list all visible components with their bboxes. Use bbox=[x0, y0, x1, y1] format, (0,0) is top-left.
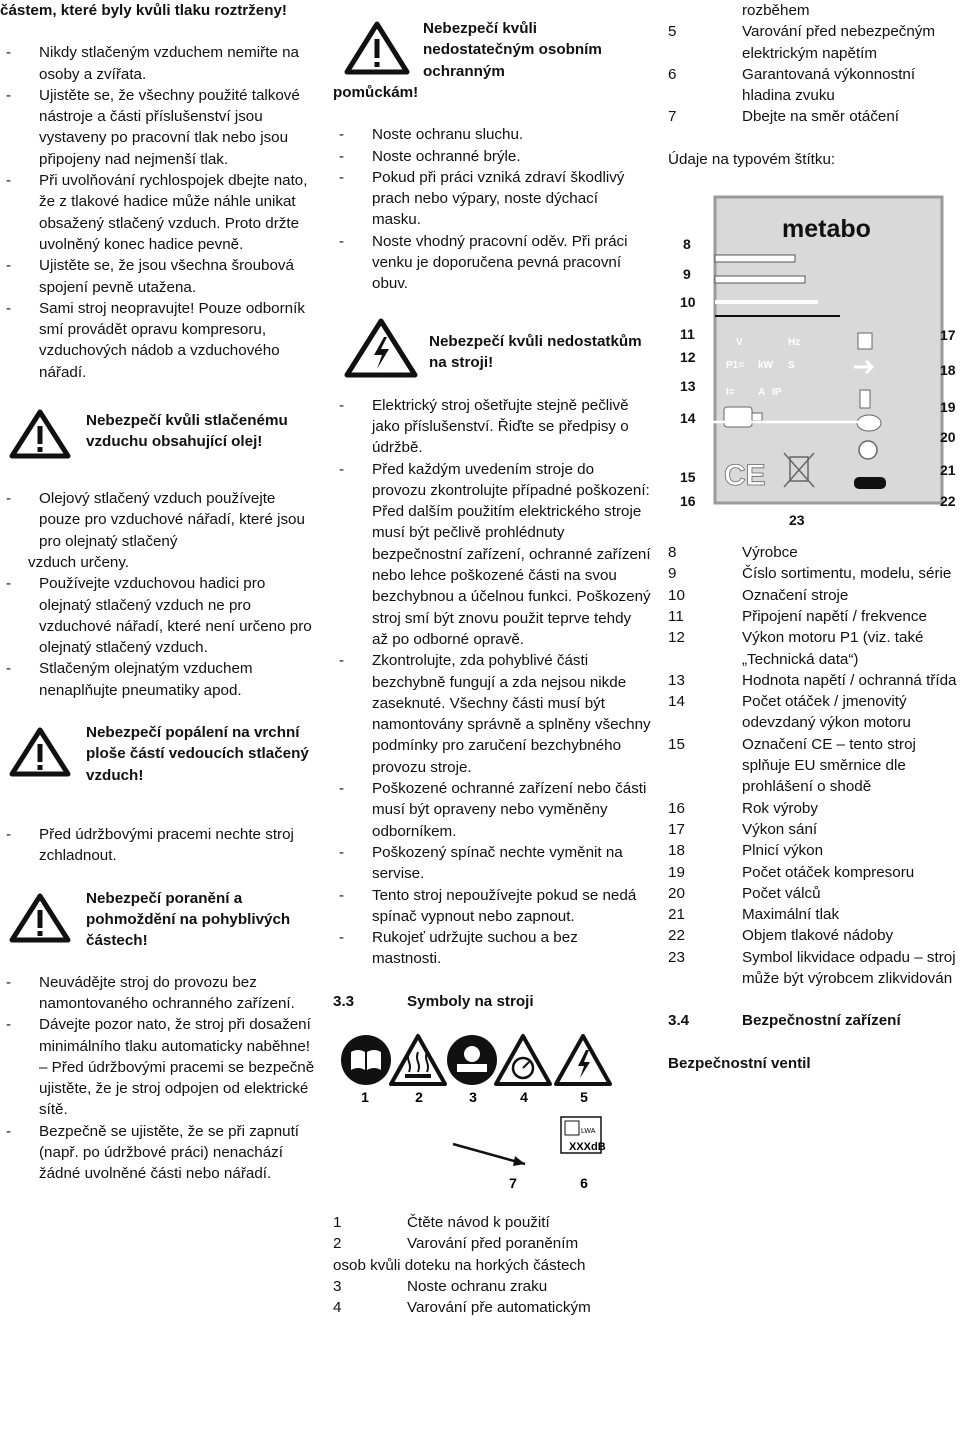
plate-callout: 22 bbox=[940, 493, 956, 510]
column-right bbox=[668, 0, 960, 1074]
subheading-safety-valve: Bezpečnostní ventil bbox=[668, 1054, 811, 1072]
legend-item: 16 Rok výroby bbox=[668, 799, 818, 817]
figure-number: 7 bbox=[509, 1174, 517, 1191]
bullet-list-tool-care bbox=[333, 395, 651, 970]
legend-item: 19 Počet otáček kompresoru bbox=[668, 863, 915, 881]
electric-voltage-icon bbox=[556, 1036, 610, 1084]
type-plate-heading: Údaje na typovém štítku: bbox=[668, 150, 836, 168]
list-item: - Nikdy stlačeným vzduchem nemiřte na osoby a zvířata. bbox=[6, 44, 299, 83]
plate-callout: 12 bbox=[680, 349, 696, 366]
plate-callout: 10 bbox=[680, 294, 696, 311]
svg-text:A: A bbox=[758, 387, 766, 399]
legend-item: 21 Maximální tlak bbox=[668, 906, 840, 924]
legend-item: 6 Garantovaná výkonnostní hladina zvuku bbox=[668, 65, 916, 105]
plate-callout: 11 bbox=[680, 326, 695, 343]
svg-text:S: S bbox=[788, 360, 795, 372]
legend-item: 8 Výrobce bbox=[668, 544, 798, 562]
warning-oil-air bbox=[0, 404, 318, 474]
legend-item: 14 Počet otáček / jmenovitý odevzdaný výkon motoru bbox=[668, 693, 911, 732]
legend-item: 1 Čtěte návod k použití bbox=[333, 1213, 550, 1231]
legend-item: 4 Varování pře automatickým bbox=[333, 1299, 591, 1317]
legend-item: 15 Označení CE – tento stroj splňuje EU směrnice dle prohlášení o shodě bbox=[668, 735, 916, 796]
warning-tool-defects bbox=[333, 315, 651, 385]
svg-text:P1=: P1= bbox=[726, 360, 745, 372]
warning-triangle-icon bbox=[0, 888, 86, 958]
list-item: - Ujistěte se, že jsou všechna šroubová spojení pevně utažena. bbox=[6, 257, 294, 296]
plate-callout: 18 bbox=[940, 362, 956, 379]
svg-text:LWA: LWA bbox=[581, 1127, 596, 1135]
list-item: - Noste vhodný pracovní oděv. Při práci venku je doporučena pevná pracovní obuv. bbox=[339, 232, 628, 293]
svg-text:CE: CE bbox=[724, 459, 766, 493]
warning-triangle-icon bbox=[0, 722, 86, 792]
auto-start-warning-icon bbox=[496, 1036, 550, 1084]
list-item-continuation: vzduch určeny. bbox=[28, 553, 130, 571]
list-item: - Elektrický stroj ošetřujte stejně pečlivě jako příslušenství. Řiďte se předpisy o údržbě. bbox=[339, 396, 629, 457]
legend-item: 20 Počet válců bbox=[668, 884, 821, 902]
section-heading-3-4: 3.4 Bezpečnostní zařízení bbox=[668, 1012, 901, 1030]
warning-ppe-title-end: pomůckám! bbox=[333, 84, 419, 101]
list-item: - Bezpečně se ujistěte, že se při zapnutí (např. po údržbové práci) nenachází žádné uvolněné části nebo nářadí. bbox=[6, 1122, 300, 1183]
list-item: - Olejový stlačený vzduch používejte pouze pro vzduchové nářadí, které jsou pro olejnatý stlačený bbox=[6, 490, 305, 550]
svg-text:I=: I= bbox=[726, 387, 735, 399]
column-left bbox=[0, 0, 318, 1185]
cylinder-icon bbox=[857, 415, 881, 431]
bullet-list-cooling bbox=[0, 824, 318, 867]
list-item: - Tento stroj nepoužívejte pokud se nedá spínač vypnout nebo zapnout. bbox=[339, 886, 637, 925]
list-item: - Sami stroj neopravujte! Pouze odborník smí provádět opravu kompresoru, vzduchových nádob a vzduchového nářadí. bbox=[6, 299, 305, 381]
list-item: - Dávejte pozor nato, že stroj při dosažení minimálního tlaku automaticky naběhne! – Před údržbovými pracemi se bezpečně ujistěte, že je stroj odpojen od elektrické sítě. bbox=[6, 1016, 315, 1119]
legend-item: 3 Noste ochranu zraku bbox=[333, 1277, 548, 1295]
machine-symbols-figure bbox=[333, 1032, 651, 1202]
plate-callout: 19 bbox=[940, 399, 956, 416]
list-item: - Zkontrolujte, zda pohyblivé části bezchybně fungují a zda nejsou nikde zaseknuté. Všechny části musí být namontovány správně a splněny všechny podmínky pro zaručení bezchybného provozu stroje. bbox=[339, 652, 651, 776]
plate-callout: 23 bbox=[789, 512, 805, 529]
legend-item: 17 Výkon sání bbox=[668, 820, 818, 838]
list-item: - Při uvolňování rychlospojek dbejte nato, že z tlakové hadice může náhle unikat obsažený stlačený vzduch. Proto držte uvolněný konec hadice pevně. bbox=[6, 172, 308, 253]
list-item: - Stlačeným olejnatým vzduchem nenaplňujte pneumatiky apod. bbox=[6, 660, 253, 699]
intake-icon bbox=[858, 333, 872, 349]
symbol-legend bbox=[333, 1212, 651, 1318]
plate-callout: 20 bbox=[940, 429, 956, 446]
electric-hazard-icon bbox=[333, 315, 429, 385]
plate-callout: 15 bbox=[680, 469, 696, 486]
bullet-list-moving-parts bbox=[0, 972, 318, 1185]
warning-burn bbox=[0, 722, 318, 792]
book-icon bbox=[341, 1035, 391, 1085]
list-item: - Poškozené ochranné zařízení nebo části musí být opraveny nebo vyměněny odborníkem. bbox=[339, 780, 647, 840]
figure-number: 4 bbox=[520, 1088, 528, 1105]
svg-text:IP: IP bbox=[772, 387, 782, 399]
eye-protection-icon bbox=[447, 1035, 497, 1085]
sound-level-icon bbox=[561, 1117, 606, 1153]
warning-triangle-icon bbox=[333, 18, 423, 84]
list-item: - Poškozený spínač nechte vyměnit na servise. bbox=[339, 843, 623, 883]
pressure-gauge-icon bbox=[859, 441, 877, 459]
warning-burn-title: Nebezpečí popálení na vrchní ploše částí vedoucích stlačený vzduch! bbox=[86, 724, 309, 784]
legend-item: 23 Symbol likvidace odpadu – stroj může být výrobcem zlikvidován bbox=[668, 948, 956, 988]
legend-item-continuation: rozběhem bbox=[742, 2, 810, 19]
list-item: - Noste ochranu sluchu. bbox=[339, 126, 524, 144]
list-item: - Před údržbovými pracemi nechte stroj zchladnout. bbox=[6, 826, 294, 865]
warning-crush-title: Nebezpečí poranění a pohmoždění na pohyblivých částech! bbox=[86, 889, 291, 950]
svg-text:Hz: Hz bbox=[788, 337, 801, 349]
figure-number: 1 bbox=[361, 1088, 369, 1105]
list-item: - Ujistěte se, že všechny použité talkové nástroje a části příslušenství jsou vystaveny po pracovní tlak nebo jsou připojeny nad nejmenší tlak. bbox=[6, 86, 300, 168]
figure-number: 6 bbox=[580, 1174, 588, 1191]
legend-item: 2 Varování před poraněním bbox=[333, 1235, 579, 1253]
intro-text: částem, které byly kvůli tlaku roztrženy! bbox=[0, 2, 287, 19]
legend-item: 22 Objem tlakové nádoby bbox=[668, 927, 894, 945]
hot-surface-icon bbox=[391, 1036, 445, 1084]
legend-item: 5 Varování před nebezpečným elektrickým napětím bbox=[668, 23, 936, 62]
list-item: - Rukojeť udržujte suchou a bez mastnosti. bbox=[339, 929, 578, 968]
legend-item: 18 Plnicí výkon bbox=[668, 842, 824, 860]
plate-callout: 14 bbox=[680, 410, 696, 427]
list-item: - Před každým uvedením stroje do provozu zkontrolujte případné poškození: Před dalším použitím elektrického stroje musí být pečlivě prohlédnuty bezpečnostní zařízení, ochranné zařízení nebo lehce poškozené části na svou bezchybnou a účelnou funkci. Poškozený stroj smí být znovu použit teprve tehdy až po odborné opravě. bbox=[339, 460, 651, 648]
list-item: - Používejte vzduchovou hadici pro olejnatý stlačený vzduch ne pro vzduchové nářadí, které není určeno pro olejnatý stlačený vzduch. bbox=[6, 575, 312, 657]
type-plate-legend bbox=[668, 542, 960, 989]
figure-number: 3 bbox=[469, 1088, 477, 1105]
plate-callout: 21 bbox=[940, 462, 956, 479]
warning-tool-defects-title: Nebezpečí kvůli nedostatkům na stroji! bbox=[429, 332, 642, 371]
bullet-list-oil-air bbox=[0, 488, 318, 701]
svg-text:V: V bbox=[736, 337, 743, 349]
warning-oil-air-title: Nebezpečí kvůli stlačenému vzduchu obsahující olej! bbox=[86, 412, 288, 451]
list-item: - Neuvádějte stroj do provozu bez namontovaného ochranného zařízení. bbox=[6, 973, 295, 1012]
plate-callout: 9 bbox=[683, 266, 691, 283]
type-plate-figure bbox=[668, 185, 960, 530]
legend-item: 11 Připojení napětí / frekvence bbox=[668, 607, 927, 625]
svg-text:kW: kW bbox=[758, 360, 773, 372]
ce-mark-icon bbox=[724, 459, 766, 492]
legend-item: 10 Označení stroje bbox=[668, 586, 849, 604]
legend-item: 13 Hodnota napětí / ochranná třída bbox=[668, 671, 957, 689]
bullet-list-ppe bbox=[333, 124, 651, 294]
column-middle bbox=[333, 0, 651, 1318]
tank-icon bbox=[854, 477, 886, 489]
plate-callout: 8 bbox=[683, 236, 691, 253]
rotation-direction-arrow-icon bbox=[453, 1144, 525, 1166]
warning-ppe bbox=[333, 18, 651, 84]
warning-ppe-title: Nebezpečí kvůli nedostatečným osobním ochranným bbox=[423, 20, 602, 80]
svg-text:XXXdB: XXXdB bbox=[569, 1140, 606, 1153]
legend-item-continuation: osob kvůli doteku na horkých částech bbox=[333, 1256, 586, 1274]
legend-item: 7 Dbejte na směr otáčení bbox=[668, 108, 900, 126]
warning-triangle-icon bbox=[0, 404, 86, 474]
section-heading-3-3: 3.3 Symboly na stroji bbox=[333, 992, 534, 1010]
list-item: - Noste ochranné brýle. bbox=[339, 147, 521, 165]
symbol-legend-continued bbox=[668, 21, 960, 127]
figure-number: 5 bbox=[580, 1088, 588, 1105]
metabo-logo: metabo bbox=[782, 215, 871, 244]
bullet-list-compressed-air bbox=[0, 42, 318, 383]
warning-crush bbox=[0, 888, 318, 958]
plate-callout: 16 bbox=[680, 493, 696, 510]
legend-item: 12 Výkon motoru P1 (viz. také „Technická data“) bbox=[668, 629, 924, 668]
legend-item: 9 Číslo sortimentu, modelu, série bbox=[668, 565, 952, 583]
list-item: - Pokud při práci vzniká zdraví škodlivý prach nebo výpary, noste dýchací masku. bbox=[339, 168, 625, 229]
plate-callout: 13 bbox=[680, 378, 696, 395]
plate-callout: 17 bbox=[940, 327, 956, 344]
compressor-speed-icon bbox=[860, 390, 870, 408]
figure-number: 2 bbox=[415, 1088, 423, 1105]
